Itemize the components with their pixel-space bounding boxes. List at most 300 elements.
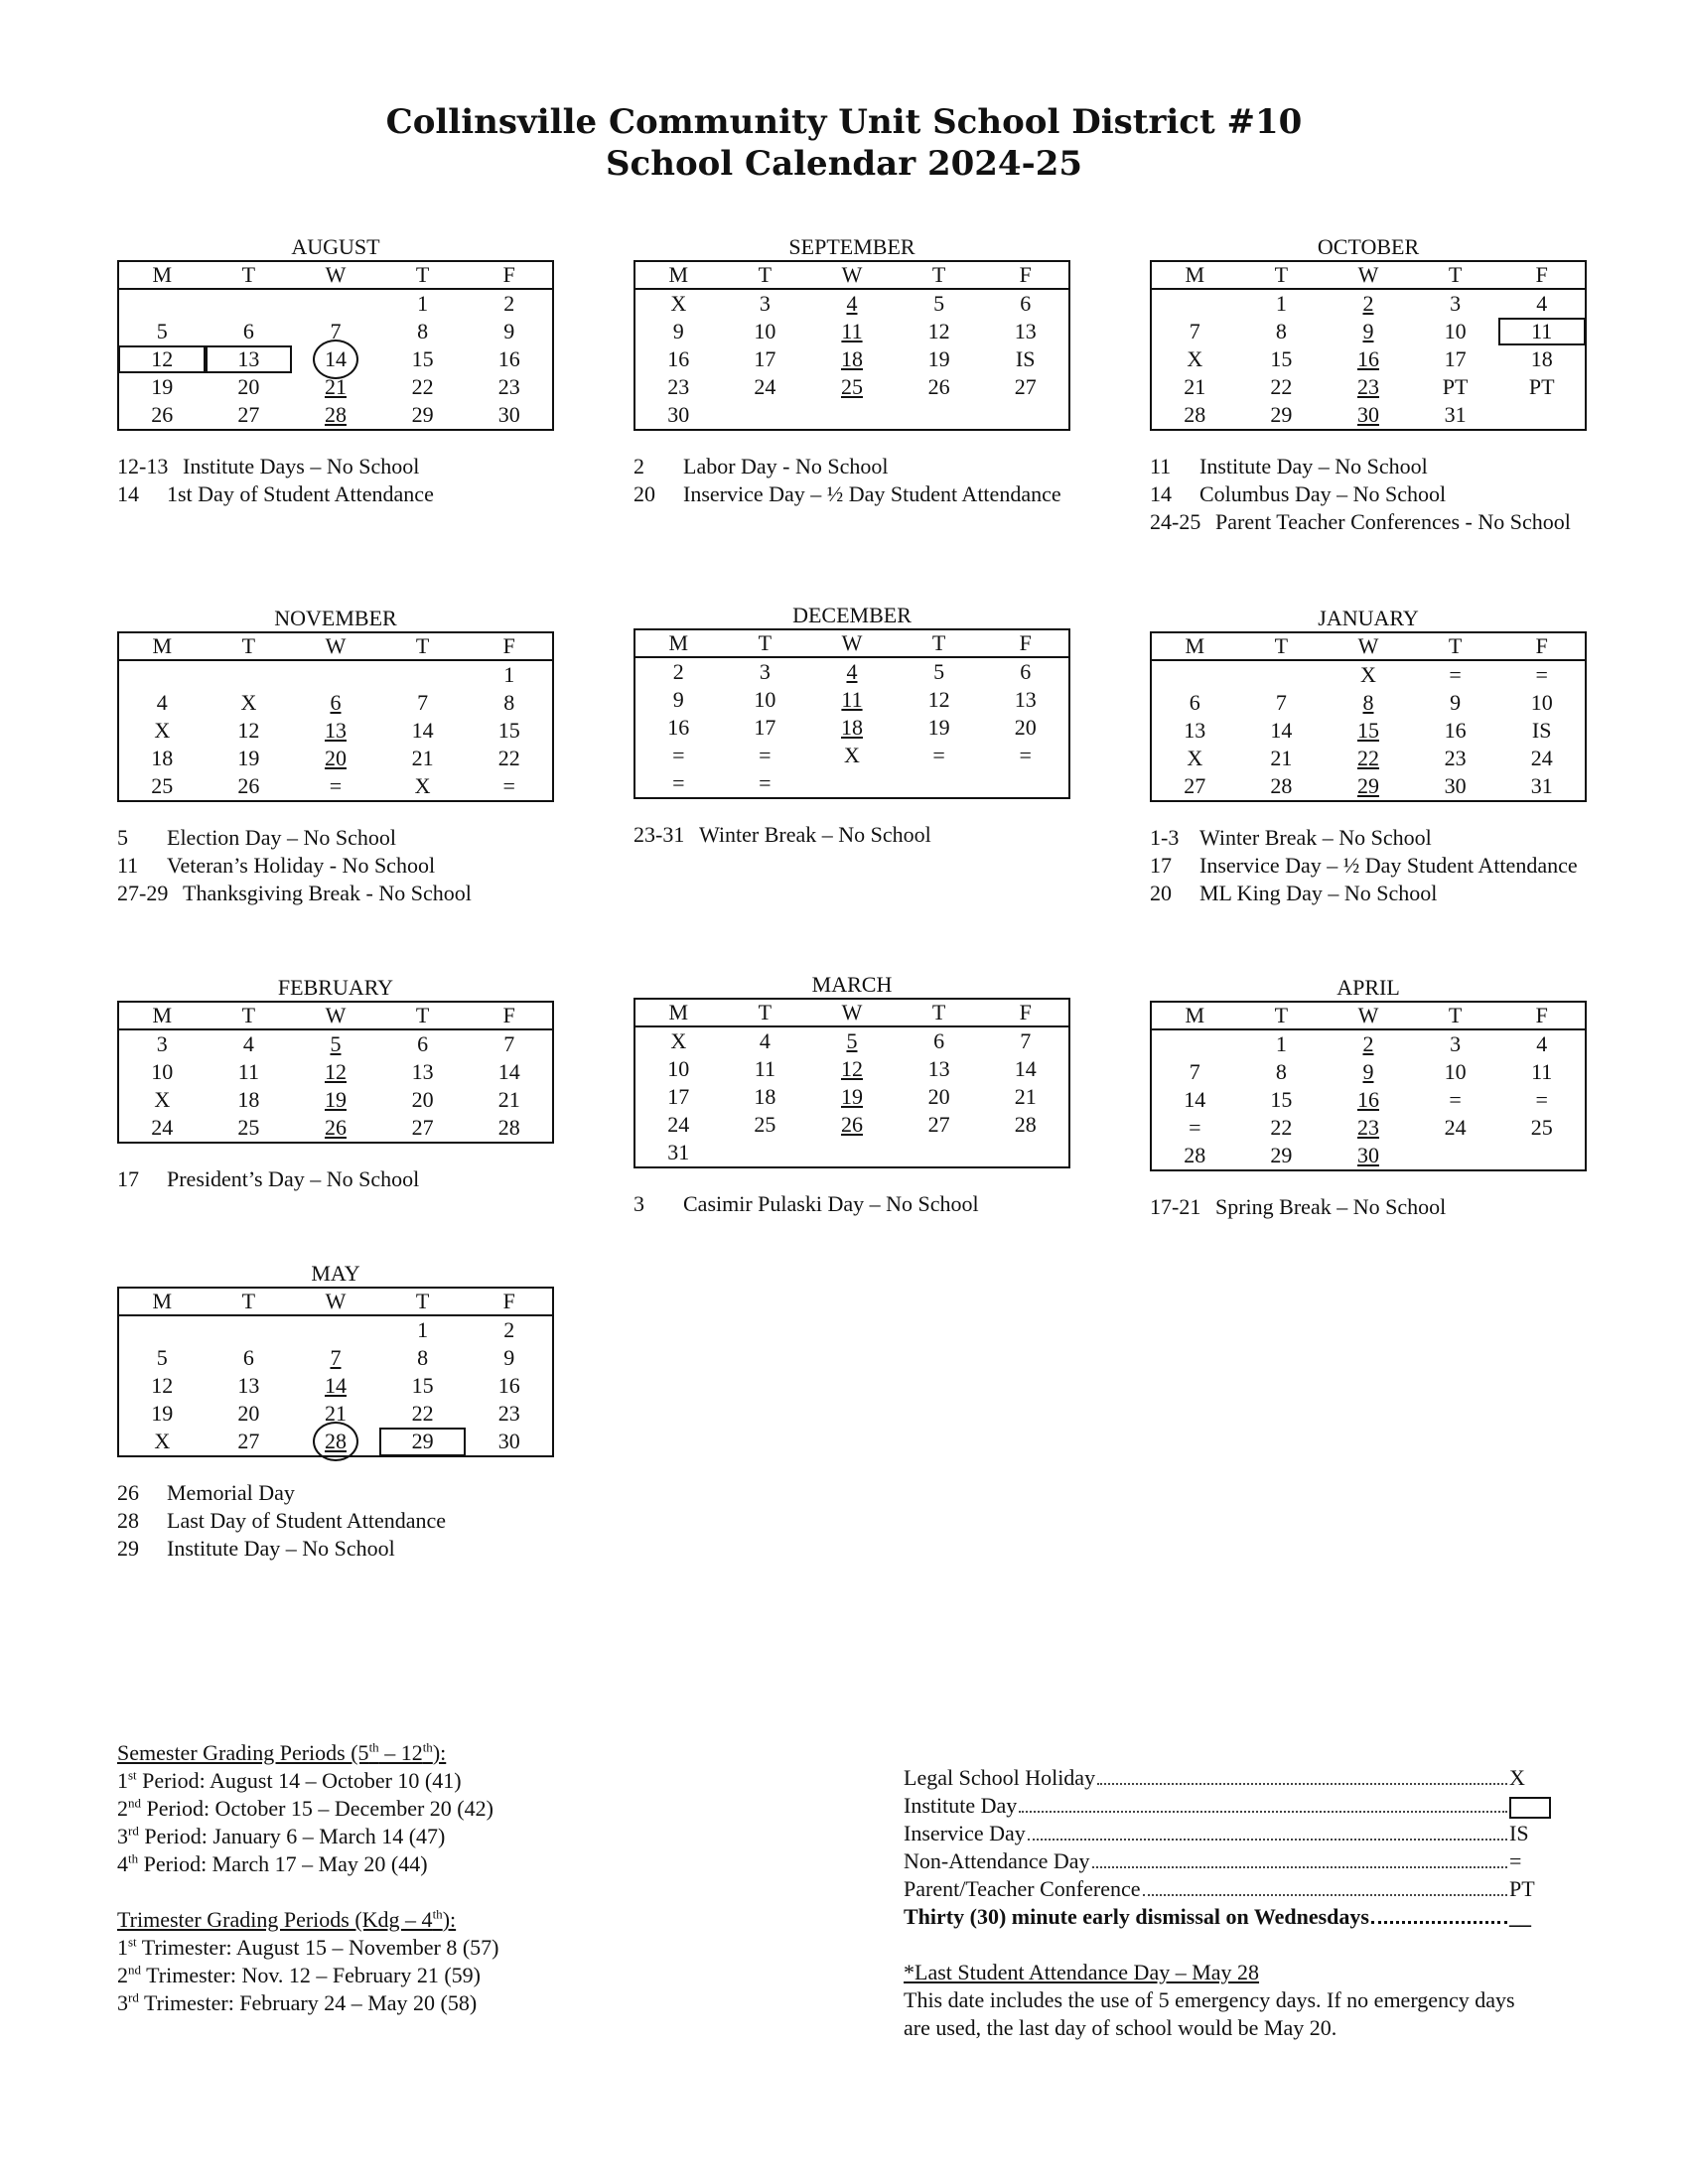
day-cell: 7	[1189, 1059, 1200, 1084]
day-cell: 19	[324, 1087, 347, 1112]
week-row	[1151, 660, 1586, 689]
note-text: Institute Days – No School	[183, 454, 420, 478]
week-row	[118, 289, 553, 318]
day-cell	[1151, 1029, 1238, 1058]
day-cell: 15	[1270, 346, 1293, 371]
week-row	[634, 714, 1069, 742]
day-cell: 12	[118, 345, 206, 373]
day-cell	[206, 1315, 293, 1344]
month-notes	[1150, 1193, 1587, 1221]
day-cell: =	[1535, 1087, 1548, 1112]
day-cell: 27	[237, 1429, 260, 1453]
day-cell: 9	[1362, 1059, 1374, 1084]
day-cell	[896, 769, 983, 798]
day-cell: 16	[667, 346, 690, 371]
weekday-header: W	[292, 1288, 379, 1315]
day-cell: 4	[846, 659, 858, 684]
day-cell: 27	[411, 1115, 434, 1140]
week-row	[634, 401, 1069, 430]
day-cell: 11	[1498, 318, 1586, 345]
day-cell: 1	[503, 662, 515, 687]
day-cell: 14	[411, 718, 434, 743]
day-cell: 15	[1356, 718, 1379, 743]
day-cell: X	[1187, 746, 1203, 770]
month-name: SEPTEMBER	[788, 234, 915, 259]
month-notes	[117, 824, 554, 907]
weekday-header: T	[722, 261, 809, 289]
note-text: Winter Break – No School	[699, 822, 931, 847]
weekday-header: M	[1151, 1002, 1238, 1029]
semester-period-list	[117, 1767, 673, 1878]
weekday-header: T	[896, 261, 983, 289]
day-cell: 19	[237, 746, 260, 770]
day-cell: 2	[503, 1317, 515, 1342]
day-cell	[808, 1139, 896, 1167]
weekday-header: W	[292, 1002, 379, 1029]
day-cell: 7	[330, 319, 342, 343]
day-cell	[808, 401, 896, 430]
day-cell	[896, 401, 983, 430]
day-cell: 30	[497, 1429, 520, 1453]
day-cell: 4	[1536, 1031, 1548, 1056]
day-cell: 16	[1444, 718, 1467, 743]
note-item	[117, 1479, 554, 1507]
day-cell: 24	[754, 374, 776, 399]
day-cell: 4	[1536, 291, 1548, 316]
month-name: DECEMBER	[792, 603, 912, 627]
month-november	[117, 606, 554, 907]
weekday-header: T	[1238, 1002, 1326, 1029]
day-cell: 18	[1530, 346, 1553, 371]
weekday-header: W	[1325, 632, 1412, 660]
week-row	[634, 345, 1069, 373]
day-cell: 24	[1530, 746, 1553, 770]
day-cell: =	[759, 770, 772, 795]
legend-item	[904, 1764, 1549, 1792]
day-cell	[292, 660, 379, 689]
month-notes	[117, 1479, 554, 1563]
day-cell: 6	[1189, 690, 1200, 715]
month-notes	[117, 1165, 554, 1193]
weekday-header: M	[1151, 632, 1238, 660]
day-cell	[1151, 289, 1238, 318]
week-row	[634, 769, 1069, 798]
grading-period: 1st Period: August 14 – October 10 (41)	[117, 1767, 462, 1793]
day-cell: 31	[667, 1140, 690, 1164]
day-cell: 6	[330, 690, 342, 715]
day-cell	[292, 289, 379, 318]
note-text: Casimir Pulaski Day – No School	[683, 1191, 979, 1216]
day-cell	[292, 1315, 379, 1344]
legend	[904, 1764, 1549, 2042]
day-cell: 22	[1270, 374, 1293, 399]
day-cell: 23	[1356, 374, 1379, 399]
note-date: 17	[117, 1166, 139, 1191]
day-cell: 14	[1184, 1087, 1206, 1112]
day-cell: 23	[1356, 1115, 1379, 1140]
weekday-header: M	[118, 1002, 206, 1029]
day-cell: 7	[1189, 319, 1200, 343]
weekday-header: T	[379, 261, 467, 289]
note-date: 14	[117, 481, 139, 506]
month-grid	[633, 628, 1070, 799]
day-cell	[118, 1315, 206, 1344]
day-cell: 6	[242, 1345, 254, 1370]
grading-period: 3rd Trimester: February 24 – May 20 (58)	[117, 1989, 478, 2015]
day-cell: 13	[1184, 718, 1206, 743]
day-cell: X	[154, 718, 171, 743]
note-date: 27-29	[117, 881, 169, 905]
note-item	[117, 880, 554, 907]
day-cell: 18	[840, 346, 863, 371]
day-cell: 21	[1184, 374, 1206, 399]
note-item	[1150, 453, 1587, 480]
week-row	[118, 717, 553, 745]
day-cell: 14	[292, 345, 379, 373]
legend-item	[904, 1792, 1549, 1820]
day-cell: 31	[1530, 773, 1553, 798]
week-row	[118, 1428, 553, 1456]
day-cell: 26	[324, 1115, 347, 1140]
day-cell: 23	[497, 1401, 520, 1426]
week-row	[1151, 689, 1586, 717]
day-cell: X	[670, 291, 687, 316]
weekday-header: T	[1238, 261, 1326, 289]
day-cell: =	[329, 773, 343, 798]
weekday-header: T	[722, 999, 809, 1026]
day-cell: 5	[156, 1345, 168, 1370]
weekday-header: T	[1412, 632, 1499, 660]
note-item	[633, 1190, 1070, 1218]
weekday-header: T	[1412, 1002, 1499, 1029]
weekday-header: M	[118, 632, 206, 660]
week-row	[1151, 1114, 1586, 1142]
day-cell: 3	[1450, 1031, 1462, 1056]
day-cell	[1412, 1142, 1499, 1170]
note-text: Labor Day - No School	[683, 454, 889, 478]
day-cell: 12	[840, 1056, 863, 1081]
legend-symbol: PT	[1509, 1876, 1535, 1901]
week-row	[118, 1344, 553, 1372]
grading-period: 4th Period: March 17 – May 20 (44)	[117, 1850, 428, 1876]
day-cell: 19	[927, 715, 950, 740]
month-notes	[633, 453, 1070, 508]
note-item	[117, 824, 554, 852]
day-cell: 22	[411, 374, 434, 399]
day-cell: 27	[927, 1112, 950, 1137]
day-cell: 24	[667, 1112, 690, 1137]
month-name: OCTOBER	[1317, 234, 1420, 259]
day-cell: =	[672, 770, 685, 795]
month-name: APRIL	[1336, 975, 1400, 1000]
day-cell: 1	[417, 291, 429, 316]
note-date: 17-21	[1150, 1194, 1201, 1219]
week-row	[118, 373, 553, 401]
day-cell: X	[1187, 346, 1203, 371]
semester-heading: Semester Grading Periods (5th – 12th):	[117, 1739, 447, 1765]
week-row	[1151, 289, 1586, 318]
day-cell: 19	[151, 374, 174, 399]
day-cell: 19	[927, 346, 950, 371]
day-cell: 29	[379, 1428, 467, 1456]
day-cell: 5	[846, 1028, 858, 1053]
note-text: Inservice Day – ½ Day Student Attendance	[1199, 853, 1578, 878]
legend-label: Thirty (30) minute early dismissal on Wednesdays	[904, 1904, 1369, 1929]
week-row	[634, 289, 1069, 318]
weekday-header: F	[982, 999, 1069, 1026]
note-text: Institute Day – No School	[167, 1536, 395, 1561]
month-grid	[1150, 260, 1587, 431]
week-row	[1151, 1086, 1586, 1114]
note-item	[633, 480, 1070, 508]
day-cell: 22	[1356, 746, 1379, 770]
day-cell: 22	[411, 1401, 434, 1426]
month-name: MAY	[311, 1261, 360, 1286]
day-cell	[118, 660, 206, 689]
day-cell: 5	[933, 659, 945, 684]
week-row	[634, 657, 1069, 686]
legend-label: Parent/Teacher Conference	[904, 1876, 1141, 1901]
day-cell: 26	[237, 773, 260, 798]
day-cell: 9	[1362, 319, 1374, 343]
note-date: 11	[117, 853, 139, 878]
day-cell: 17	[754, 715, 776, 740]
day-cell: 10	[151, 1059, 174, 1084]
month-notes	[633, 1190, 1070, 1218]
weekday-header: W	[292, 632, 379, 660]
weekday-header: M	[1151, 261, 1238, 289]
day-cell: PT	[1528, 374, 1555, 399]
day-cell: 11	[237, 1059, 259, 1084]
weekday-header: M	[118, 1288, 206, 1315]
grading-period: 3rd Period: January 6 – March 14 (47)	[117, 1823, 446, 1848]
note-date: 28	[117, 1508, 139, 1533]
day-cell: 14	[497, 1059, 520, 1084]
legend-symbol: =	[1509, 1848, 1522, 1873]
day-cell: 9	[503, 319, 515, 343]
day-cell: 23	[497, 374, 520, 399]
day-cell	[982, 769, 1069, 798]
weekday-header: T	[206, 261, 293, 289]
day-cell: 22	[497, 746, 520, 770]
grading-periods	[117, 1739, 673, 2017]
month-name: AUGUST	[291, 234, 380, 259]
note-item	[1150, 824, 1587, 852]
day-cell: 3	[1450, 291, 1462, 316]
note-date: 5	[117, 825, 128, 850]
day-cell: 10	[754, 319, 776, 343]
day-cell: 1	[1275, 1031, 1287, 1056]
month-notes	[633, 821, 1070, 849]
month-name: MARCH	[811, 972, 893, 997]
day-cell: 16	[1356, 1087, 1379, 1112]
day-cell: 12	[151, 1373, 174, 1398]
note-text: Inservice Day – ½ Day Student Attendance	[683, 481, 1061, 506]
last-day-text: This date includes the use of 5 emergency days. If no emergency days are used, the last day of school would be May 20.	[904, 1987, 1515, 2040]
day-cell	[808, 769, 896, 798]
week-row	[118, 689, 553, 717]
month-grid	[117, 1287, 554, 1457]
day-cell: 6	[1020, 291, 1032, 316]
day-cell: =	[502, 773, 515, 798]
note-text: Memorial Day	[167, 1480, 295, 1505]
day-cell: 6	[933, 1028, 945, 1053]
day-cell: 1	[1275, 291, 1287, 316]
day-cell: 3	[759, 291, 771, 316]
day-cell: IS	[1531, 718, 1552, 743]
weekday-header: F	[1498, 1002, 1586, 1029]
day-cell: 12	[237, 718, 260, 743]
day-cell: 14	[1270, 718, 1293, 743]
note-date: 14	[1150, 481, 1172, 506]
week-row	[118, 772, 553, 801]
day-cell: 30	[1356, 402, 1379, 427]
month-name: JANUARY	[1318, 606, 1419, 630]
note-text: 1st Day of Student Attendance	[167, 481, 434, 506]
note-date: 3	[633, 1191, 644, 1216]
note-text: Last Day of Student Attendance	[167, 1508, 447, 1533]
day-cell: 27	[1184, 773, 1206, 798]
day-cell: 26	[927, 374, 950, 399]
day-cell: X	[1360, 662, 1376, 687]
day-cell: 20	[927, 1084, 950, 1109]
month-grid	[117, 631, 554, 802]
day-cell	[896, 1139, 983, 1167]
day-cell: 7	[417, 690, 429, 715]
week-row	[634, 742, 1069, 769]
note-date: 17	[1150, 853, 1172, 878]
day-cell: =	[1019, 743, 1032, 767]
week-row	[118, 660, 553, 689]
note-item	[117, 852, 554, 880]
day-cell: 30	[497, 402, 520, 427]
day-cell: 14	[324, 1373, 347, 1398]
day-cell: 7	[330, 1345, 342, 1370]
week-row	[634, 1139, 1069, 1167]
day-cell: 17	[754, 346, 776, 371]
day-cell: 13	[237, 1373, 260, 1398]
weekday-header: F	[982, 629, 1069, 657]
day-cell	[1151, 660, 1238, 689]
day-cell: 4	[759, 1028, 771, 1053]
week-row	[1151, 1142, 1586, 1170]
legend-item	[904, 1847, 1549, 1875]
day-cell: 9	[672, 687, 684, 712]
week-row	[118, 345, 553, 373]
note-date: 20	[1150, 881, 1172, 905]
trimester-heading: Trimester Grading Periods (Kdg – 4th):	[117, 1906, 457, 1932]
day-cell: 4	[846, 291, 858, 316]
day-cell: 8	[503, 690, 515, 715]
district-title: Collinsville Community Unit School District #10	[385, 102, 1303, 142]
day-cell: 20	[1014, 715, 1037, 740]
day-cell: 10	[1530, 690, 1553, 715]
weekday-header: T	[379, 1288, 467, 1315]
day-cell	[379, 660, 467, 689]
day-cell	[1498, 1142, 1586, 1170]
day-cell: X	[670, 1028, 687, 1053]
day-cell: 2	[672, 659, 684, 684]
day-cell: 13	[324, 718, 347, 743]
day-cell: 20	[237, 1401, 260, 1426]
day-cell: 25	[1530, 1115, 1553, 1140]
legend-leader-dots	[1092, 1866, 1507, 1868]
day-cell: 25	[151, 773, 174, 798]
week-row	[118, 1029, 553, 1058]
day-cell: 28	[1184, 402, 1206, 427]
month-grid	[1150, 1001, 1587, 1171]
legend-label: Inservice Day	[904, 1821, 1026, 1845]
day-cell: 21	[497, 1087, 520, 1112]
week-row	[634, 686, 1069, 714]
weekday-header: M	[118, 261, 206, 289]
legend-symbol: X	[1509, 1765, 1525, 1790]
weekday-header: F	[1498, 261, 1586, 289]
day-cell: 28	[324, 402, 347, 427]
week-row	[634, 1026, 1069, 1055]
legend-symbol	[1509, 1792, 1549, 1820]
day-cell: 8	[417, 1345, 429, 1370]
day-cell: 21	[1270, 746, 1293, 770]
day-cell: 20	[411, 1087, 434, 1112]
day-cell	[206, 289, 293, 318]
last-day-heading: *Last Student Attendance Day – May 28	[904, 1960, 1260, 1984]
day-cell: X	[844, 743, 860, 767]
day-cell: 24	[1444, 1115, 1467, 1140]
month-grid	[633, 260, 1070, 431]
day-cell: 29	[1270, 1143, 1293, 1167]
day-cell: 6	[242, 319, 254, 343]
day-cell: 6	[1020, 659, 1032, 684]
note-item	[1150, 1193, 1587, 1221]
grading-period: 2nd Trimester: Nov. 12 – February 21 (59)	[117, 1962, 481, 1987]
note-date: 29	[117, 1536, 139, 1561]
month-notes	[117, 453, 554, 508]
note-item	[117, 480, 554, 508]
weekday-header: T	[1238, 632, 1326, 660]
trimester-period-list	[117, 1934, 673, 2017]
day-cell: 13	[411, 1059, 434, 1084]
day-cell: 21	[411, 746, 434, 770]
note-item	[1150, 480, 1587, 508]
month-grid	[1150, 631, 1587, 802]
week-row	[634, 373, 1069, 401]
day-cell: 2	[503, 291, 515, 316]
note-date: 26	[117, 1480, 139, 1505]
weekday-header: W	[808, 999, 896, 1026]
legend-label: Institute Day	[904, 1793, 1018, 1818]
legend-symbol: __	[1509, 1904, 1531, 1929]
legend-leader-dots	[1371, 1921, 1507, 1924]
note-date: 2	[633, 454, 644, 478]
week-row	[1151, 1058, 1586, 1086]
day-cell: 11	[841, 687, 863, 712]
day-cell: 8	[1362, 690, 1374, 715]
weekday-header: M	[634, 261, 722, 289]
day-cell: 12	[927, 687, 950, 712]
day-cell: 27	[237, 402, 260, 427]
week-row	[1151, 717, 1586, 745]
note-text: Parent Teacher Conferences - No School	[1215, 509, 1571, 534]
note-text: Thanksgiving Break - No School	[183, 881, 472, 905]
day-cell: 11	[841, 319, 863, 343]
weekday-header: T	[896, 999, 983, 1026]
day-cell: 9	[1450, 690, 1462, 715]
institute-box-icon	[1509, 1797, 1551, 1819]
day-cell: 25	[840, 374, 863, 399]
day-cell: 21	[324, 1401, 347, 1426]
day-cell: IS	[1015, 346, 1036, 371]
